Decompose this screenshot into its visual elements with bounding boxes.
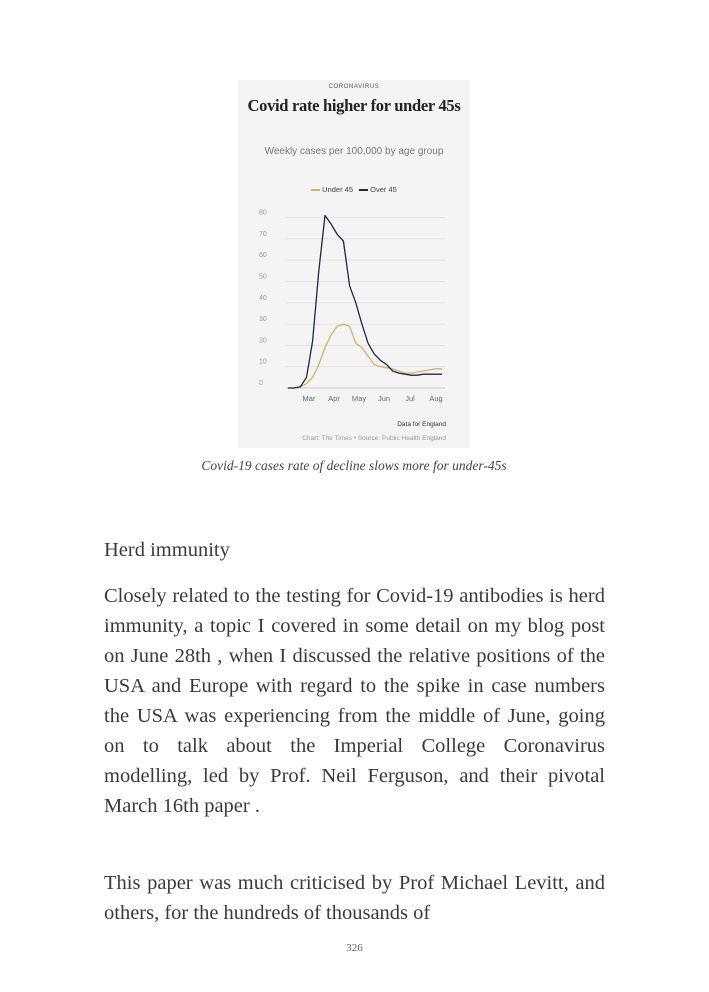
svg-text:0: 0 bbox=[259, 380, 263, 387]
chart-credit: Chart: The Times • Source: Public Health England bbox=[302, 435, 446, 442]
page-number: 326 bbox=[346, 942, 363, 954]
svg-text:Aug: Aug bbox=[429, 394, 443, 403]
paragraph: Closely related to the testing for Covid-19 antibodies is herd immunity, a topic I covered in some detail on my blog post on June 28th , when I discussed the relative positions of the USA and Europe with regard to the spike in case numbers the USA was experiencing from the middle of June, going on to talk about the Imperial College Coronavirus modelling, led by Prof. Neil Ferguson, and their pivotal March 16th paper . bbox=[104, 585, 605, 817]
chart-kicker: CORONAVIRUS bbox=[328, 84, 380, 90]
svg-text:30: 30 bbox=[259, 316, 267, 324]
paragraph: This paper was much criticised by Prof Michael Levitt, and others, for the hundreds of thousands of bbox=[104, 872, 605, 924]
svg-text:Jul: Jul bbox=[405, 394, 415, 403]
figure-caption: Covid-19 cases rate of decline slows more for under-45s bbox=[201, 458, 507, 473]
svg-text:40: 40 bbox=[259, 294, 267, 302]
chart-legend bbox=[238, 185, 470, 194]
chart-subtitle: Weekly cases per 100,000 by age group bbox=[264, 146, 444, 157]
svg-text:Jun: Jun bbox=[377, 394, 391, 403]
svg-text:10: 10 bbox=[259, 358, 267, 366]
chart-figure bbox=[238, 80, 470, 448]
line-chart-plot bbox=[238, 205, 470, 415]
chart-title: Covid rate higher for under 45s bbox=[247, 96, 461, 115]
series-line-over-45 bbox=[288, 216, 442, 389]
legend-item-over-45: Over 45 bbox=[359, 185, 397, 194]
svg-text:20: 20 bbox=[259, 337, 267, 345]
legend-item-under-45: Under 45 bbox=[311, 185, 353, 194]
svg-text:Apr: Apr bbox=[328, 394, 340, 403]
chart-note: Data for England bbox=[397, 421, 446, 428]
svg-text:May: May bbox=[351, 394, 367, 403]
legend-swatch-icon bbox=[311, 189, 320, 191]
legend-swatch-icon bbox=[359, 189, 368, 191]
svg-text:Mar: Mar bbox=[302, 394, 316, 403]
section-heading: Herd immunity bbox=[104, 539, 230, 561]
svg-text:80: 80 bbox=[259, 209, 267, 217]
svg-text:50: 50 bbox=[259, 273, 267, 281]
svg-text:60: 60 bbox=[259, 252, 267, 260]
svg-text:70: 70 bbox=[259, 230, 267, 238]
